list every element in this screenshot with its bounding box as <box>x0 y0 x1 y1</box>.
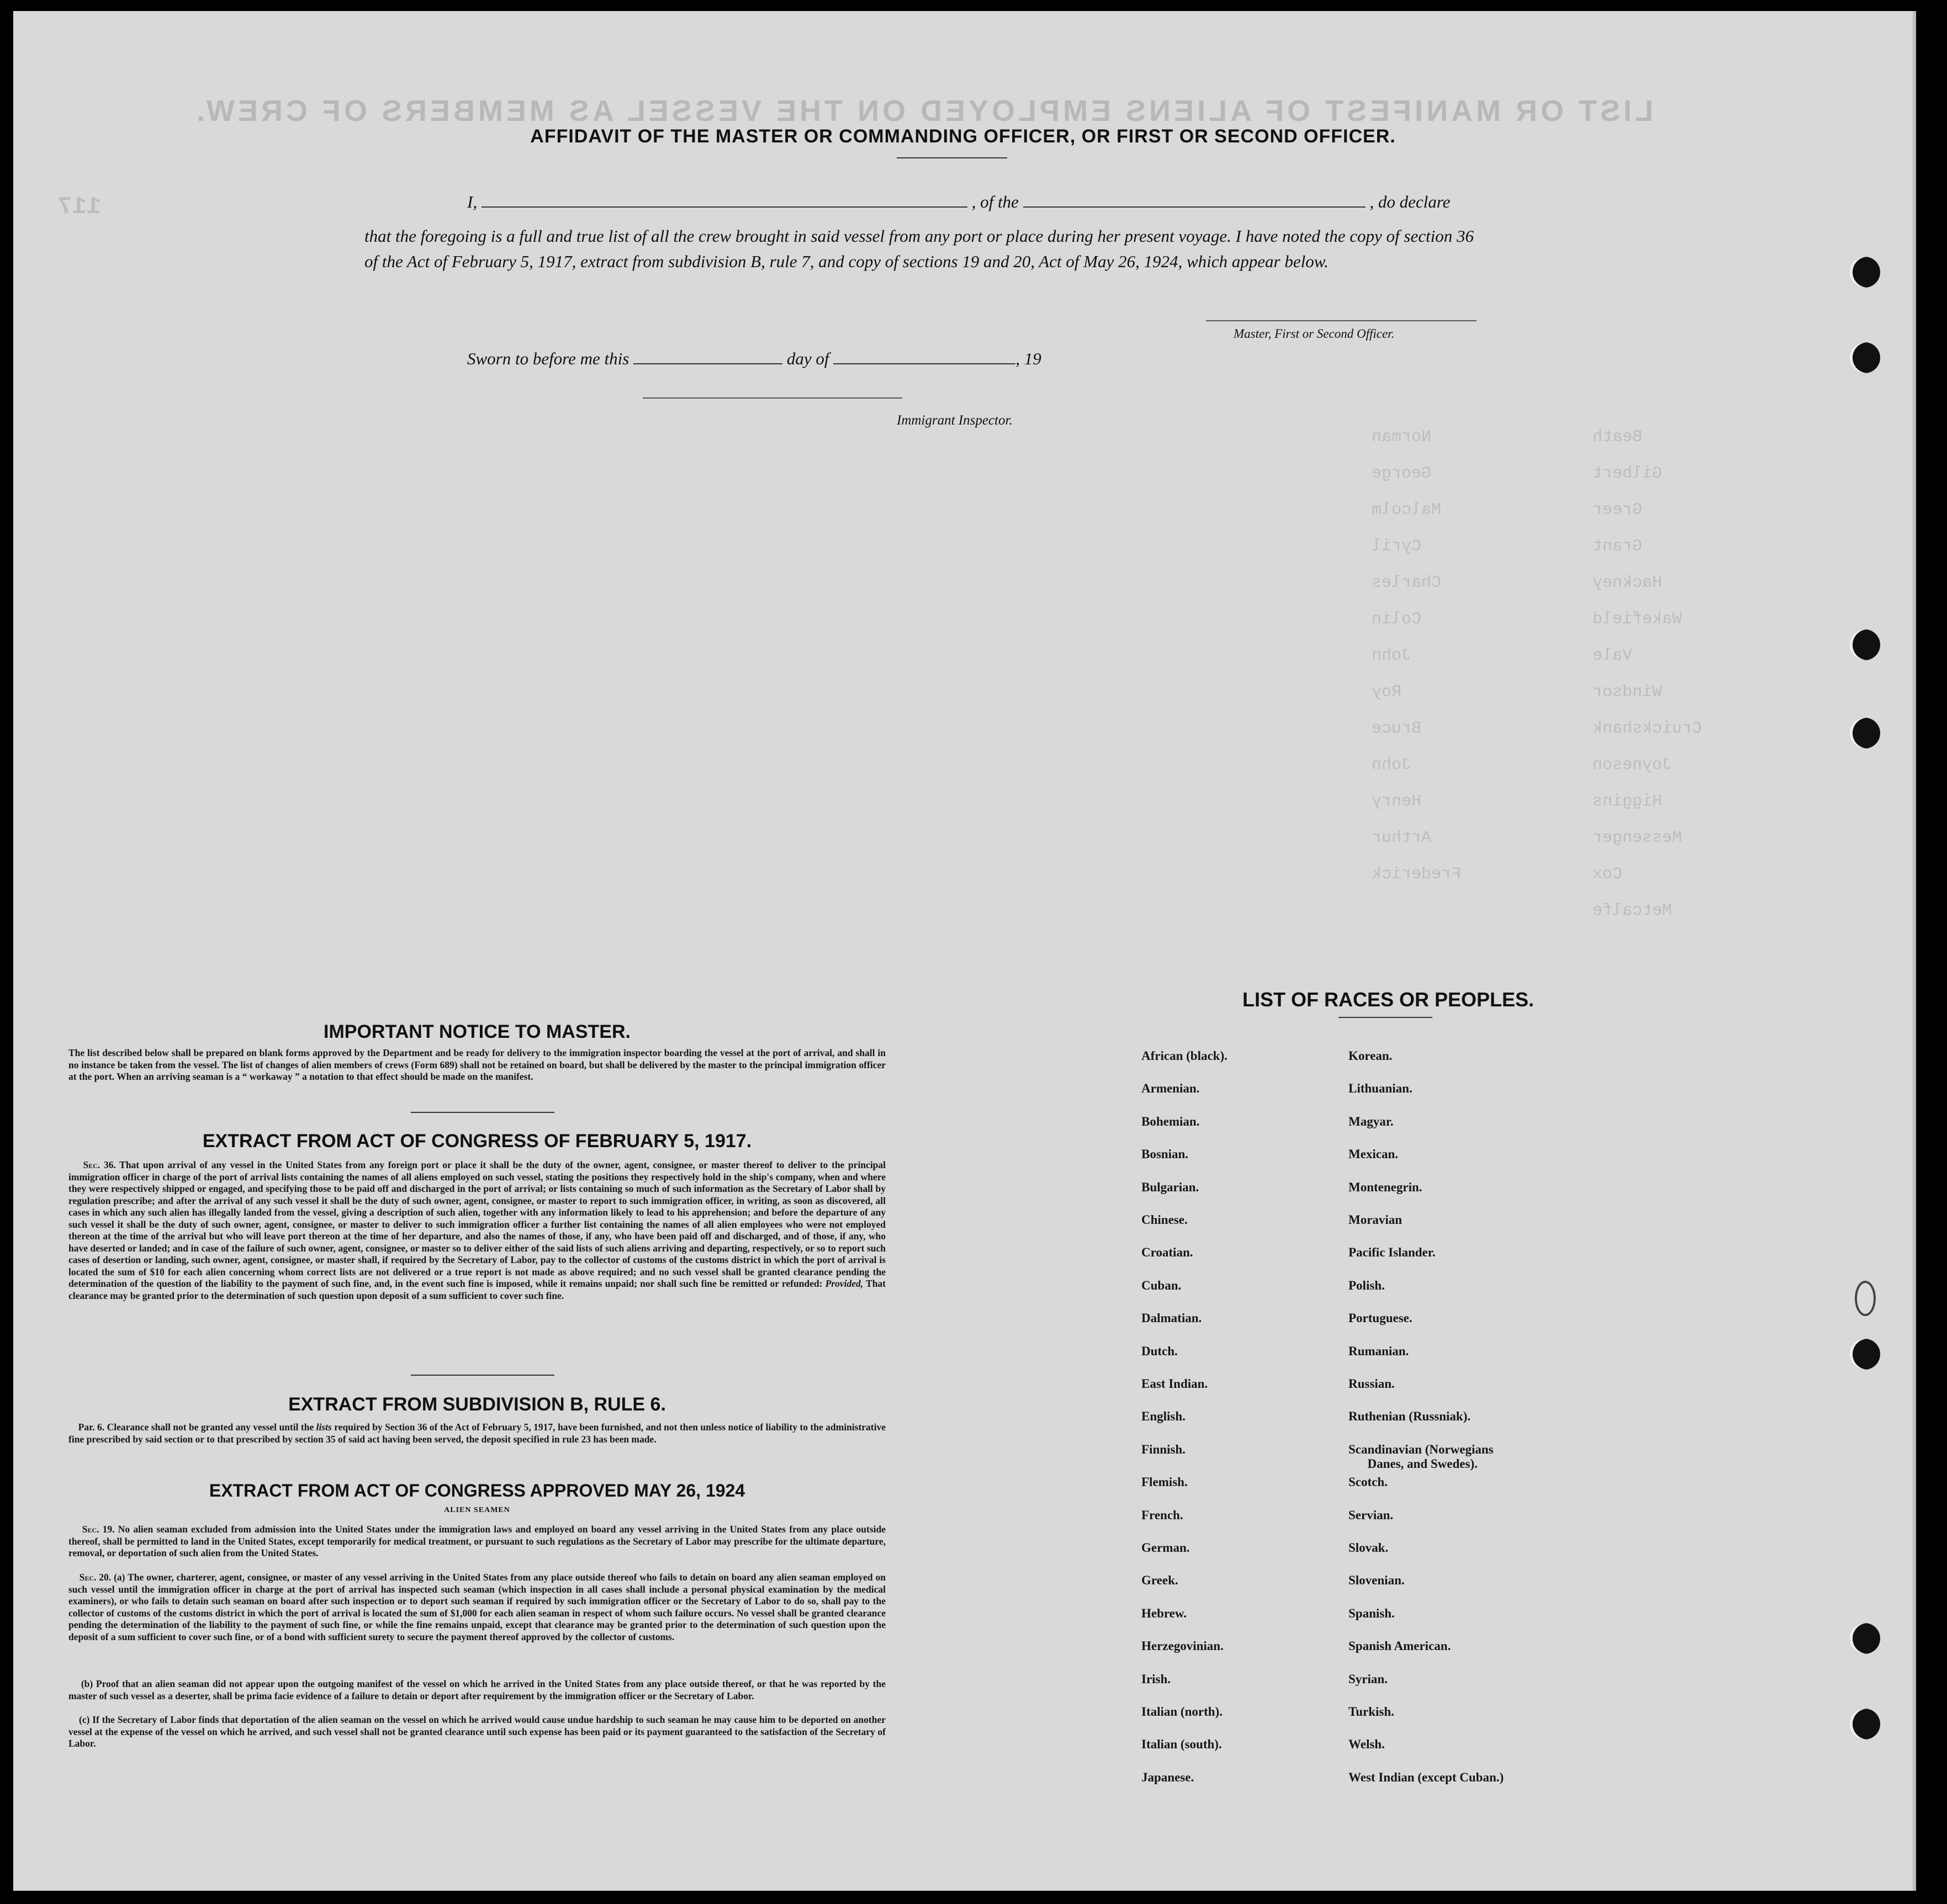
bleed-through-surname: Grant <box>1592 537 1643 556</box>
bleed-through-surname: Messenger <box>1592 829 1683 847</box>
race-item: Herzegovinian. <box>1141 1639 1224 1653</box>
sworn-line <box>467 349 1041 369</box>
proviso-text: That clearance may be granted prior to the determination of such question upon deposit of a sum sufficient to cover such fine. <box>68 1278 886 1301</box>
race-item: Greek. <box>1141 1573 1178 1588</box>
master-signature-label: Master, First or Second Officer. <box>1234 327 1395 341</box>
race-item: Dalmatian. <box>1141 1311 1202 1325</box>
day-of-label: day of <box>786 349 829 368</box>
race-item: English. <box>1141 1409 1186 1424</box>
of-the-label: , of the <box>971 192 1019 211</box>
race-item: Croatian. <box>1141 1245 1193 1260</box>
race-item: Japanese. <box>1141 1770 1194 1784</box>
declarant-name-field[interactable] <box>482 193 967 208</box>
rule-6-text-after: required by Section 36 of the Act of February 5, 1917, have been furnished, and not then unless notice of liability to the administrative fine prescribed by said section or to that prescribed by section 35 of said act having been served, the deposit specified in rule 23 has been made. <box>68 1422 886 1445</box>
bleed-through-surname: Vale <box>1592 646 1633 665</box>
bleed-through-given-name: Bruce <box>1372 719 1422 738</box>
bleed-through-given-name: Henry <box>1372 792 1422 811</box>
title-rule <box>897 157 1007 158</box>
sec-20b-text <box>68 1678 886 1702</box>
sec-20c-text <box>68 1714 886 1750</box>
race-item: Italian (north). <box>1141 1705 1223 1719</box>
bleed-through-surname: Windsor <box>1592 683 1663 702</box>
inspector-signature-label: Immigrant Inspector. <box>897 413 1013 428</box>
race-item: Ruthenian (Russniak). <box>1348 1409 1471 1424</box>
master-signature-line[interactable] <box>1206 320 1477 321</box>
sec-36-label: Sec. 36. <box>83 1159 116 1170</box>
bleed-through-given-name: John <box>1372 646 1412 665</box>
race-item: Scotch. <box>1348 1475 1388 1489</box>
sec-20-text <box>68 1572 886 1643</box>
sworn-month-field[interactable] <box>833 350 1015 364</box>
race-item: Italian (south). <box>1141 1737 1222 1752</box>
bleed-through-given-name: Malcolm <box>1372 501 1442 519</box>
race-item: Bulgarian. <box>1141 1180 1199 1194</box>
bleed-through-surname: Greer <box>1592 501 1643 519</box>
bleed-through-given-name: Norman <box>1372 428 1432 447</box>
extract-1924-title: EXTRACT FROM ACT OF CONGRESS APPROVED MAY 26, 1924 <box>209 1481 745 1500</box>
notice-title: IMPORTANT NOTICE TO MASTER. <box>324 1021 631 1042</box>
race-item: Servian. <box>1348 1508 1394 1522</box>
bleed-through-surname: Wakefield <box>1592 610 1683 629</box>
race-item: Turkish. <box>1348 1705 1394 1719</box>
race-item: Lithuanian. <box>1348 1081 1412 1096</box>
punch-hole <box>1855 1281 1876 1316</box>
punch-hole <box>1849 629 1880 660</box>
sec-19-body: No alien seaman excluded from admission into the United States under the immigration laws and employed on board any vessel arriving in the United States from any place outside thereof, shall be permitted to land in the United States, except temporarily for medical treatment, or pursuant to such regulations as the Secretary of Labor may prescribe for the ultimate departure, removal, or deportation of such alien from the United States. <box>68 1524 886 1558</box>
rule-6-title: EXTRACT FROM SUBDIVISION B, RULE 6. <box>288 1394 666 1415</box>
races-title: LIST OF RACES OR PEOPLES. <box>1242 988 1535 1011</box>
proviso-label: Provided, <box>825 1278 864 1289</box>
sec-20b-body: (b) Proof that an alien seaman did not appear upon the outgoing manifest of the vessel on which he arrived in the United States from any place outside thereof, or that he was reported by the master of such vessel as a deserter, shall be prima facie evidence of a failure to detain or deport after requirement by the immigration officer or the Secretary of Labor. <box>68 1678 886 1701</box>
bleed-through-given-name: Charles <box>1372 574 1442 592</box>
race-item: Polish. <box>1348 1278 1385 1292</box>
race-item: African (black). <box>1141 1049 1228 1063</box>
race-item: Bohemian. <box>1141 1114 1200 1128</box>
extract-1917-title: EXTRACT FROM ACT OF CONGRESS OF FEBRUARY 5, 1917. <box>202 1131 752 1152</box>
bleed-through-given-name: George <box>1372 464 1432 483</box>
race-item: Slovenian. <box>1348 1573 1405 1588</box>
document-page <box>13 11 1916 1891</box>
bleed-through-surname: Beath <box>1592 428 1643 447</box>
race-item: Dutch. <box>1141 1344 1178 1358</box>
declaration-line <box>467 192 1450 212</box>
sec-20a-body: (a) The owner, charterer, agent, consignee, or master of any vessel arriving in the United States from any place outside thereof who fails to detain on board any alien seaman employed on such vessel until the immigration officer in charge at the port of arrival has inspected such seaman (which inspection in all cases shall include a personal physical examination by the medical examiners), or who fails to detain such seaman on board after such inspection or to deport such seaman if required by such immigration officer or the Secretary of Labor to do so, shall pay to the collector of customs of the customs district in which the port of arrival is located the sum of $1,000 for each alien seaman in respect of whom such failure occurs. No vessel shall be granted clearance pending the determination of the liability to the payment of such fine, or while the fine remains unpaid, except that clearance may be granted prior to the determination of such question upon the deposit of a sum sufficient to cover such fine, or of a bond with sufficient surety to secure the payment thereof approved by the collector of customs. <box>68 1572 886 1642</box>
punch-hole <box>1849 1709 1880 1739</box>
alien-seamen-subtitle: ALIEN SEAMEN <box>444 1506 510 1514</box>
bleed-through-page-number: 117 <box>57 193 102 221</box>
inspector-signature-line[interactable] <box>643 397 902 399</box>
races-title-rule <box>1338 1017 1432 1018</box>
sec-20-label: Sec. 20. <box>79 1572 112 1583</box>
bleed-through-given-name: Frederick <box>1372 865 1462 884</box>
race-item: German. <box>1141 1541 1190 1555</box>
sec-36-text: That upon arrival of any vessel in the United States from any foreign port or place it shall be the duty of the owner, agent, consignee, or master thereof to deliver to the principal immigration officer in charge of the port of arrival lists containing the names of all aliens employed on such vessel, stating the positions they respectively hold in the ship's company, when and where they were respectively shipped or engaged, and specifying those to be paid off and discharged in the port of arrival; or lists containing so much of such information as the Secretary of Labor shall by regulation prescribe; and after the arrival of any such vessel it shall be the duty of such owner, agent, consignee, or master to report to such immigration officer, in writing, as soon as discovered, all cases in which any such alien has illegally landed from the vessel, giving a description of such alien, together with any information likely to lead to his apprehension; and before the departure of any such vessel it shall be the duty of such owner, agent, consignee, or master to deliver to such immigration officer a further list containing the names of all alien employees who were not employed thereon at the time of the arrival but who will leave port thereon at the time of her departure, and also the names of those, if any, who have been paid off and discharged, and of those, if any, who have deserted or landed; and in case of the failure of such owner, agent, consignee, or master so to deliver either of the said lists of such aliens arriving and departing, respectively, or so to report such cases of desertion or landing, such owner, agent, consignee, or master shall, if required by the Secretary of Labor, pay to the collector of customs of the customs district in which the port of arrival is located the sum of $10 for each alien concerning whom correct lists are not delivered or a true report is not made as above required; and no such vessel shall be granted clearance pending the determination of the question of the liability to the payment of such fine, and, in the event such fine is imposed, while it remains unpaid; nor shall such fine be remitted or refunded: <box>68 1159 886 1289</box>
race-item: Magyar. <box>1348 1114 1394 1128</box>
bleed-through-surname: Higgins <box>1592 792 1663 811</box>
race-item: West Indian (except Cuban.) <box>1348 1770 1504 1784</box>
race-item: Spanish American. <box>1348 1639 1451 1653</box>
bleed-through-surname: Gilbert <box>1592 464 1663 483</box>
race-item: Scandinavian (Norwegians Danes, and Swedes). <box>1348 1442 1494 1471</box>
bleed-through-given-name: Arthur <box>1372 829 1432 847</box>
race-item: Moravian <box>1348 1213 1403 1227</box>
bleed-through-given-name: Cyril <box>1372 537 1422 556</box>
race-item: Chinese. <box>1141 1213 1188 1227</box>
sworn-day-field[interactable] <box>633 350 782 364</box>
race-item: Flemish. <box>1141 1475 1188 1489</box>
bleed-through-surname: Cruickshank <box>1592 719 1702 738</box>
year-prefix: , 19 <box>1015 349 1041 368</box>
sworn-label: Sworn to before me this <box>467 349 629 368</box>
race-item: Cuban. <box>1141 1278 1182 1292</box>
punch-hole <box>1849 1339 1880 1370</box>
bleed-through-given-name: Colin <box>1372 610 1422 629</box>
sec-19-text <box>68 1524 886 1560</box>
rule-6-text <box>68 1422 886 1445</box>
bleed-through-title: LIST OR MANIFEST OF ALIENS EMPLOYED ON THE VESSEL AS MEMBERS OF CREW. <box>193 94 1653 128</box>
extract-1917-text <box>68 1159 886 1302</box>
par-6-label: Par. 6. <box>78 1422 105 1433</box>
affidavit-statement: that the foregoing is a full and true list of all the crew brought in said vessel from any port or place during her present voyage. I have noted the copy of section 36 of the Act of February 5, 1917, extract from subdivision B, rule 7, and copy of sections 19 and 20, Act of May 26, 1924, which appear below. <box>364 226 1474 271</box>
punch-hole <box>1849 342 1880 373</box>
bleed-through-surname: Hackney <box>1592 574 1663 592</box>
bleed-through-surname: Cox <box>1592 865 1623 884</box>
section-divider <box>411 1112 554 1113</box>
punch-hole <box>1849 257 1880 288</box>
bleed-through-given-name: John <box>1372 756 1412 775</box>
lists-word: lists <box>316 1422 332 1433</box>
race-item: French. <box>1141 1508 1183 1522</box>
declarant-prefix: I, <box>467 192 478 211</box>
race-item: Hebrew. <box>1141 1606 1187 1620</box>
do-declare-label: , do declare <box>1369 192 1451 211</box>
bleed-through-surname: Joyneson <box>1592 756 1673 775</box>
vessel-name-field[interactable] <box>1023 193 1366 208</box>
race-item: Russian. <box>1348 1377 1395 1391</box>
race-item: Slovak. <box>1348 1541 1389 1555</box>
race-item: Irish. <box>1141 1672 1171 1686</box>
punch-hole <box>1849 1623 1880 1654</box>
race-item: Pacific Islander. <box>1348 1245 1436 1260</box>
race-item: Armenian. <box>1141 1081 1200 1096</box>
race-item: Portuguese. <box>1348 1311 1412 1325</box>
race-item: Rumanian. <box>1348 1344 1409 1358</box>
bleed-through-given-name: Roy <box>1372 683 1402 702</box>
race-item: Syrian. <box>1348 1672 1388 1686</box>
race-item: Spanish. <box>1348 1606 1395 1620</box>
sec-20c-body: (c) If the Secretary of Labor finds that deportation of the alien seaman on the vessel on which he arrived would cause undue hardship to such seaman he may cause him to be deported on another vessel at the expense of the vessel on which he arrived, and such vessel shall not be granted clearance until such expense has been paid or its payment guaranteed to the satisfaction of the Secretary of Labor. <box>68 1714 886 1749</box>
section-divider <box>411 1375 554 1376</box>
bleed-through-surname: Metcalfe <box>1592 901 1673 920</box>
race-item: Finnish. <box>1141 1442 1186 1456</box>
punch-hole <box>1849 718 1880 749</box>
rule-6-text-before: Clearance shall not be granted any vessel until the <box>107 1422 314 1433</box>
notice-text: The list described below shall be prepared on blank forms approved by the Department and be ready for delivery to the immigration inspector boarding the vessel at the port of arrival, and shall in no instance be taken from the vessel. The list of changes of alien members of crews (Form 689) shall not be retained on board, but shall be delivered by the master to the principal immigration officer at the port. When an arriving seaman is a “ workaway ” a notation to that effect should be made on the manifest. <box>68 1047 886 1082</box>
race-item: Mexican. <box>1348 1147 1399 1162</box>
race-item: Korean. <box>1348 1049 1393 1063</box>
affidavit-title: AFFIDAVIT OF THE MASTER OR COMMANDING OFFICER, OR FIRST OR SECOND OFFICER. <box>530 126 1396 147</box>
race-item: Montenegrin. <box>1348 1180 1422 1194</box>
race-item: Bosnian. <box>1141 1147 1189 1162</box>
race-item: East Indian. <box>1141 1377 1208 1391</box>
race-item: Welsh. <box>1348 1737 1385 1752</box>
sec-19-label: Sec. 19. <box>82 1524 115 1535</box>
